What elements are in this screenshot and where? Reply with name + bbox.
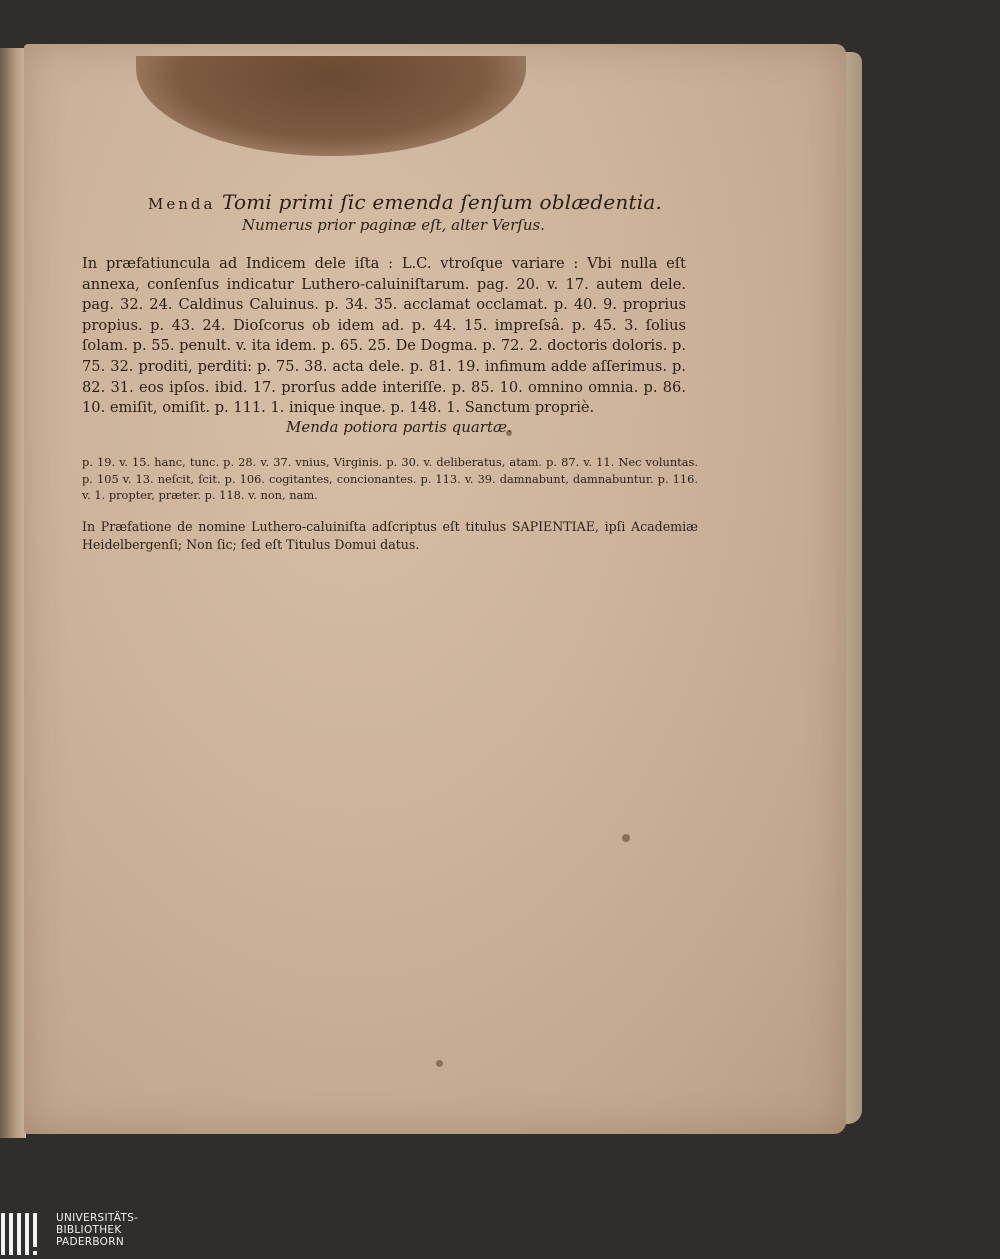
library-name: UNIVERSITÄTS- BIBLIOTHEK PADERBORN [56,1212,139,1248]
paragraph-2-text: p. 19. v. 15. hanc, tunc. p. 28. v. 37. vnius, Virginis. p. 30. v. deliberatus, atam. p. 87. v. 11. Nec voluntas. p. 105 v. 13. neſcit, ſcit. p. 106. cogitantes, concionantes. p. 113. v. 39. damnabunt, damnabuntur. p. 116. v. 1. propter, præter. p. 118. v. non, nam. [82,455,698,503]
footer-bar [0,1209,1000,1259]
title-text: Tomi primi ſic emenda ſenſum oblædentia. [222,190,662,214]
title-small-caps: Menda [148,195,216,213]
errata-paragraph-2 [82,454,698,504]
errata-title [148,190,662,214]
water-stain [136,56,526,156]
ink-spot [436,1060,443,1067]
errata-subtitle: Numerus prior paginæ eſt, alter Verſus. [242,216,545,234]
errata-paragraph-3 [82,518,698,554]
ink-spot [622,834,630,842]
paragraph-1-text: In præfatiuncula ad Indicem dele iſta : L.C. vtroſque variare : Vbi nulla eſt annexa, conſenſus indicatur Luthero-caluiniſtarum. pag. 20. v. 17. autem dele. pag. 32. 24. Caldinus Caluinus. p. 34. 35. acclamat occlamat. p. 40. 9. proprius propius. p. 43. 24. Dioſcorus ob idem ad. p. 44. 15. impreſsâ. p. 45. 3. ſolius ſolam. p. 55. penult. v. ita idem. p. 65. 25. De Dogma. p. 72. 2. doctoris doloris. p. 75. 32. proditi, perditi: p. 75. 38. acta dele. p. 81. 19. infimum adde aſſerimus. p. 82. 31. eos ipſos. ibid. 17. prorſus adde interiſſe. p. 85. 10. omnino omnia. p. 86. 10. emiſit, omiſit. p. 111. 1. inique inque. p. 148. 1. Sanctum propriè. [82,255,686,417]
library-logo-icon [0,1211,44,1257]
section-heading: Menda potiora partis quartæ. [286,418,512,436]
errata-paragraph-1 [82,254,686,419]
paragraph-3-text: In Præfatione de nomine Luthero-caluiniſta adſcriptus eſt titulus SAPIENTIAE, ipſi Academiæ Heidelbergenſi; Non ſic; ſed eſt Titulus Domui datus. [82,519,698,552]
